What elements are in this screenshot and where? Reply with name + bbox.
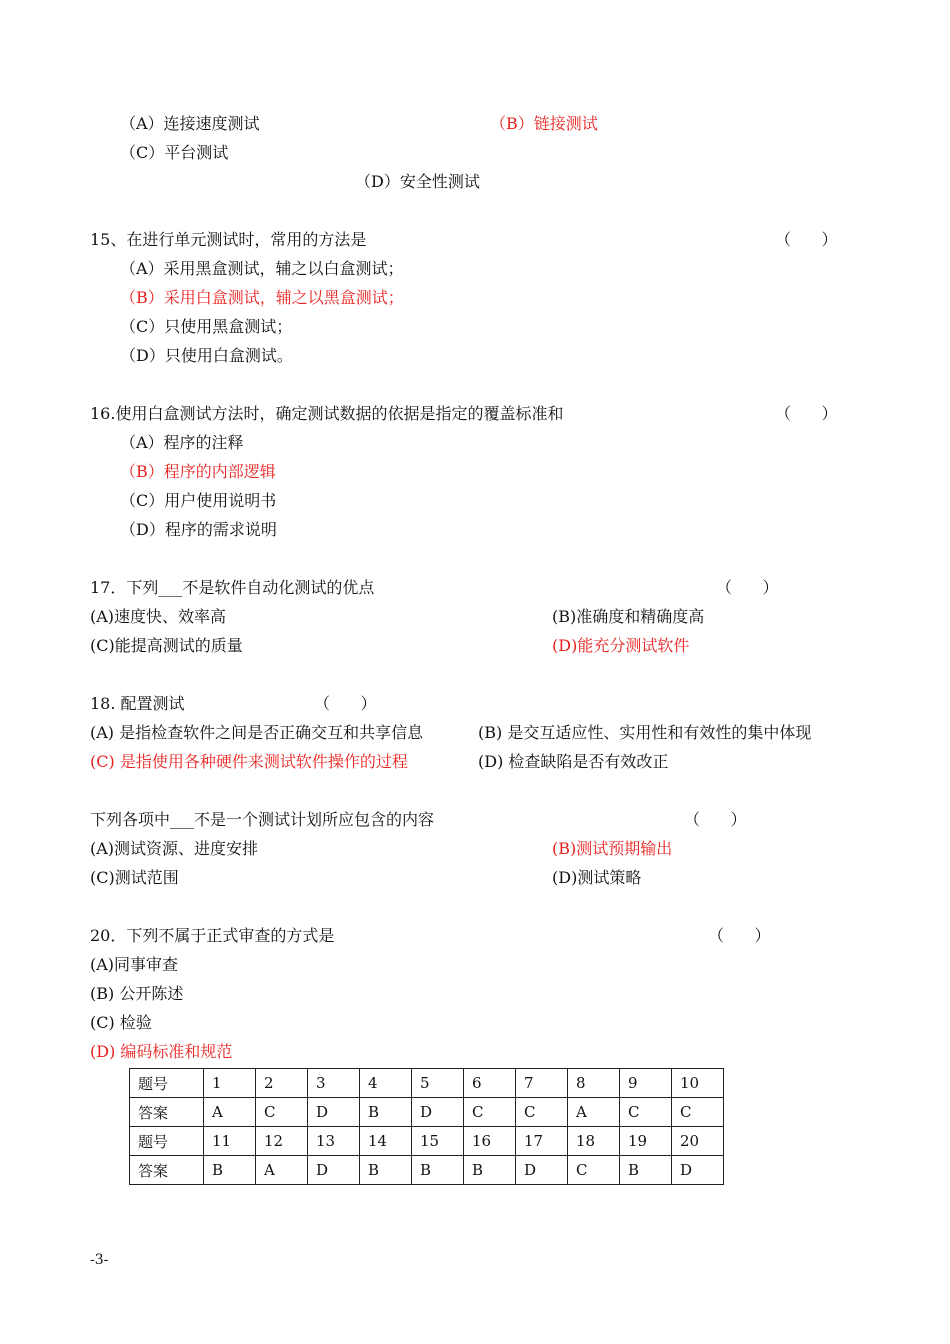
q17-answer-blank: （ ） (716, 578, 779, 597)
table-cell: 2 (256, 1069, 308, 1098)
q14-option-c: （C）平台测试 (120, 143, 229, 162)
q20-option-c: (C) 检验 (90, 1013, 152, 1032)
table-cell: 题号 (130, 1069, 204, 1098)
table-cell: 19 (620, 1127, 672, 1156)
table-cell: D (672, 1156, 724, 1185)
table-cell: 5 (412, 1069, 464, 1098)
q16-option-b-correct: （B）程序的内部逻辑 (120, 462, 276, 481)
table-cell: B (360, 1098, 412, 1127)
q19-answer-blank: （ ） (684, 810, 747, 829)
table-cell: A (568, 1098, 620, 1127)
table-cell: 20 (672, 1127, 724, 1156)
table-cell: 8 (568, 1069, 620, 1098)
q17-option-b: (B)准确度和精确度高 (552, 607, 705, 626)
table-cell: C (464, 1098, 516, 1127)
table-cell: B (620, 1156, 672, 1185)
table-cell: C (568, 1156, 620, 1185)
q20-option-a: (A)同事审查 (90, 955, 179, 974)
q18-answer-blank: （ ） (314, 694, 377, 713)
q20-stem: 20．下列不属于正式审查的方式是 (90, 926, 335, 945)
table-cell: A (204, 1098, 256, 1127)
table-cell: 7 (516, 1069, 568, 1098)
table-cell: 1 (204, 1069, 256, 1098)
table-cell: C (256, 1098, 308, 1127)
page-number: -3- (90, 1252, 109, 1268)
table-cell: C (672, 1098, 724, 1127)
q14-option-d: （D）安全性测试 (355, 172, 480, 191)
table-cell: B (204, 1156, 256, 1185)
q16-stem: 16.使用白盒测试方法时，确定测试数据的依据是指定的覆盖标准和 (90, 404, 564, 423)
q18-option-b: (B) 是交互适应性、实用性和有效性的集中体现 (478, 723, 812, 742)
table-cell: C (516, 1098, 568, 1127)
q20-option-d-correct: (D) 编码标准和规范 (90, 1042, 233, 1061)
table-row (130, 1156, 724, 1185)
table-cell: A (256, 1156, 308, 1185)
table-cell: D (308, 1098, 360, 1127)
q20-answer-blank: （ ） (708, 926, 771, 945)
q17-option-d-correct: (D)能充分测试软件 (552, 636, 690, 655)
q17-stem: 17．下列___不是软件自动化测试的优点 (90, 578, 375, 597)
table-cell: 14 (360, 1127, 412, 1156)
table-cell: D (308, 1156, 360, 1185)
q14-option-a: （A）连接速度测试 (120, 114, 260, 133)
table-cell: C (620, 1098, 672, 1127)
q18-option-d: (D) 检查缺陷是否有效改正 (478, 752, 669, 771)
q19-option-c: (C)测试范围 (90, 868, 179, 887)
q16-option-a: （A）程序的注释 (120, 433, 244, 452)
table-cell: B (412, 1156, 464, 1185)
q17-option-c: (C)能提高测试的质量 (90, 636, 243, 655)
table-cell: 3 (308, 1069, 360, 1098)
table-cell: 题号 (130, 1127, 204, 1156)
q17-option-a: (A)速度快、效率高 (90, 607, 227, 626)
table-cell: 11 (204, 1127, 256, 1156)
table-cell: 16 (464, 1127, 516, 1156)
q18-option-c-correct: (C) 是指使用各种硬件来测试软件操作的过程 (90, 752, 408, 771)
table-row (130, 1069, 724, 1098)
q15-option-b-correct: （B）采用白盒测试，辅之以黑盒测试； (120, 288, 404, 307)
q15-stem: 15、在进行单元测试时，常用的方法是 (90, 230, 367, 249)
q20-option-b: (B) 公开陈述 (90, 984, 184, 1003)
table-cell: 13 (308, 1127, 360, 1156)
q15-answer-blank: （ ） (775, 230, 838, 249)
q19-option-a: (A)测试资源、进度安排 (90, 839, 259, 858)
q18-option-a: (A) 是指检查软件之间是否正确交互和共享信息 (90, 723, 424, 742)
table-cell: D (516, 1156, 568, 1185)
table-cell: B (360, 1156, 412, 1185)
q15-option-c: （C）只使用黑盒测试； (120, 317, 293, 336)
table-cell: 9 (620, 1069, 672, 1098)
table-cell: 17 (516, 1127, 568, 1156)
q19-stem: 下列各项中___不是一个测试计划所应包含的内容 (90, 810, 435, 829)
q19-option-b-correct: (B)测试预期输出 (552, 839, 673, 858)
q15-option-a: （A）采用黑盒测试，辅之以白盒测试； (120, 259, 404, 278)
q18-stem: 18. 配置测试 (90, 694, 185, 713)
q16-option-c: （C）用户使用说明书 (120, 491, 277, 510)
table-cell: D (412, 1098, 464, 1127)
table-row (130, 1127, 724, 1156)
q19-option-d: (D)测试策略 (552, 868, 642, 887)
table-cell: 18 (568, 1127, 620, 1156)
answer-key-table (129, 1068, 724, 1185)
table-cell: 10 (672, 1069, 724, 1098)
q16-option-d: （D）程序的需求说明 (120, 520, 277, 539)
table-cell: 12 (256, 1127, 308, 1156)
q16-answer-blank: （ ） (775, 404, 838, 423)
table-cell: B (464, 1156, 516, 1185)
q14-option-b-correct: （B）链接测试 (490, 114, 598, 133)
table-cell: 答案 (130, 1156, 204, 1185)
table-cell: 4 (360, 1069, 412, 1098)
q15-option-d: （D）只使用白盒测试。 (120, 346, 293, 365)
table-cell: 15 (412, 1127, 464, 1156)
table-row (130, 1098, 724, 1127)
table-cell: 6 (464, 1069, 516, 1098)
table-cell: 答案 (130, 1098, 204, 1127)
